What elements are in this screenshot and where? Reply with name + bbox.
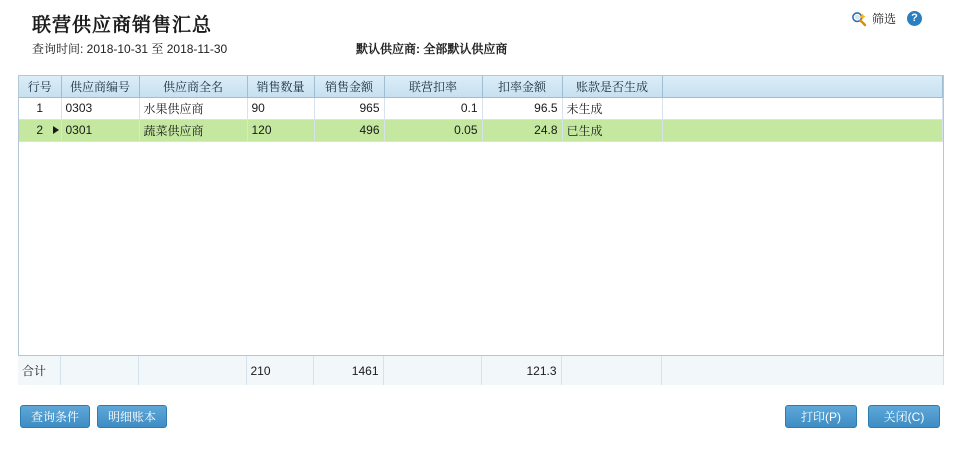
total-table [18,356,944,385]
column-header-status[interactable]: 账款是否生成 [562,76,662,97]
detail-ledger-button[interactable]: 明细账本 [97,405,167,428]
page-title: 联营供应商销售汇总 [32,15,213,36]
total-label: 合计 [18,356,60,385]
close-button[interactable]: 关闭(C) [868,405,940,428]
left-button-group [20,405,167,428]
cell-index-text: 2 [36,123,44,137]
cell-supplier-name[interactable]: 水果供应商 [139,97,247,119]
cell-status[interactable]: 未生成 [562,97,662,119]
sales-summary-grid[interactable] [18,75,944,385]
cell-qty[interactable]: 90 [247,97,314,119]
column-header-supplier-code[interactable]: 供应商编号 [61,76,139,97]
cell-rate-amount[interactable]: 96.5 [482,97,562,119]
bottom-toolbar [0,394,962,438]
query-conditions-button[interactable]: 查询条件 [20,405,90,428]
column-header-rate-amount[interactable]: 扣率金额 [482,76,562,97]
right-button-group [785,405,940,428]
cell-supplier-code[interactable]: 0303 [61,97,139,119]
print-button[interactable]: 打印(P) [785,405,857,428]
total-rate-amount: 121.3 [481,356,561,385]
cell-supplier-name[interactable]: 蔬菜供应商 [139,119,247,141]
column-header-index[interactable]: 行号 [19,76,61,97]
cell-amount[interactable]: 965 [314,97,384,119]
help-icon[interactable]: ? [907,11,922,26]
total-rate [383,356,481,385]
column-header-filler [662,76,943,97]
total-row-cells [18,356,944,385]
total-filler [661,356,944,385]
total-qty: 210 [246,356,313,385]
cell-rate[interactable]: 0.1 [384,97,482,119]
row-selector-arrow-icon [53,126,59,134]
cell-index [19,119,61,141]
query-time-label: 查询时间: 2018-10-31 至 2018-11-30 [32,42,228,56]
cell-rate[interactable]: 0.05 [384,119,482,141]
total-supplier-name [138,356,246,385]
cell-filler [662,97,943,119]
default-supplier-label: 默认供应商: 全部默认供应商 [356,42,508,56]
cell-amount[interactable]: 496 [314,119,384,141]
cell-status[interactable]: 已生成 [562,119,662,141]
column-header-qty[interactable]: 销售数量 [247,76,314,97]
cell-index: 1 [19,97,61,119]
cell-filler [662,119,943,141]
column-header-rate[interactable]: 联营扣率 [384,76,482,97]
column-header-amount[interactable]: 销售金额 [314,76,384,97]
cell-supplier-code[interactable]: 0301 [61,119,139,141]
total-supplier-code [60,356,138,385]
cell-rate-amount[interactable]: 24.8 [482,119,562,141]
total-status [561,356,661,385]
cell-qty[interactable]: 120 [247,119,314,141]
grid-table [19,76,943,142]
filter-label: 筛选 [871,12,896,26]
total-amount: 1461 [313,356,383,385]
grid-total-row [18,355,944,385]
table-row[interactable] [19,119,943,141]
table-row[interactable] [19,97,943,119]
filter-icon [851,11,867,27]
filter-button[interactable] [851,10,922,27]
page-header [0,0,962,62]
grid-header-row [19,76,943,97]
column-header-supplier-name[interactable]: 供应商全名 [139,76,247,97]
